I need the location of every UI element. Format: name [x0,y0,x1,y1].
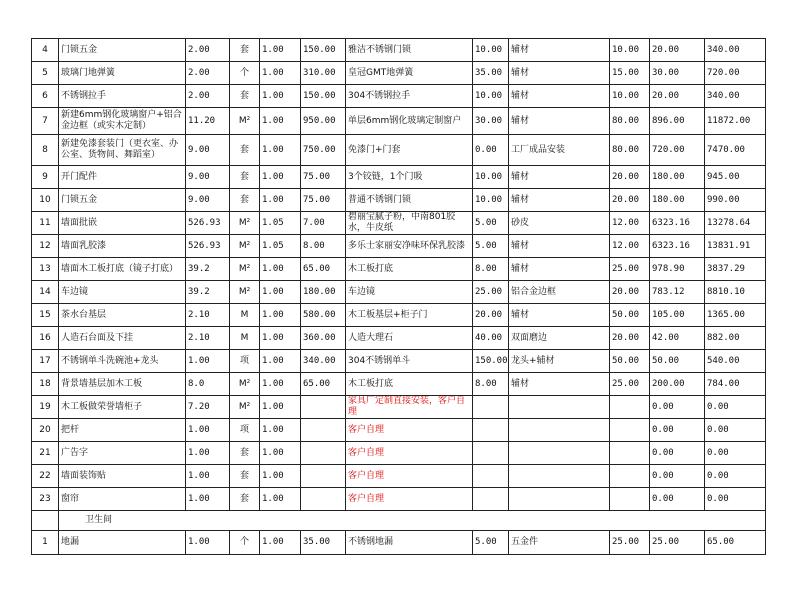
material-desc-cell: 不锈钢地漏 [346,531,473,555]
unit-cell: 套 [230,488,260,511]
quantity-cell: 9.00 [186,135,230,166]
row-number-cell: 10 [32,189,59,212]
material-desc-cell: 雅洁不锈钢门锁 [346,39,473,62]
labor-sum-cell: 180.00 [650,166,705,189]
labor-price-cell: 80.00 [610,135,650,166]
material-type-cell: 铝合金边框 [509,281,610,304]
item-name-cell: 窗帘 [59,488,186,511]
material-type-cell: 辅材 [509,304,610,327]
coefficient-cell: 1.00 [260,281,301,304]
labor-price-cell: 25.00 [610,531,650,555]
material-price-cell: 150.00 [473,350,509,373]
quantity-cell: 1.00 [186,488,230,511]
material-desc-cell: 3个铰链，1个门吸 [346,166,473,189]
item-name-cell: 门锁五金 [59,39,186,62]
material-desc-cell: 普通不锈钢门锁 [346,189,473,212]
coefficient-cell: 1.00 [260,258,301,281]
quantity-cell: 11.20 [186,108,230,135]
coefficient-cell: 1.00 [260,373,301,396]
table-row [32,327,766,350]
row-number-cell: 22 [32,465,59,488]
coefficient-cell: 1.00 [260,39,301,62]
material-price-cell: 30.00 [473,108,509,135]
table-row [32,304,766,327]
unit-price-cell: 750.00 [301,135,346,166]
labor-price-cell [610,488,650,511]
quantity-cell: 2.00 [186,39,230,62]
row-total-cell: 0.00 [705,465,766,488]
row-total-cell: 784.00 [705,373,766,396]
unit-price-cell [301,488,346,511]
section-row [32,511,766,531]
material-type-cell: 辅材 [509,166,610,189]
row-total-cell: 13278.64 [705,212,766,235]
labor-sum-cell: 30.00 [650,62,705,85]
material-desc-cell: 客户自理 [346,465,473,488]
item-name-cell: 不锈钢单斗洗碗池+龙头 [59,350,186,373]
item-name-cell: 木工板做荣誉墙柜子 [59,396,186,419]
row-total-cell: 8810.10 [705,281,766,304]
item-name-cell: 玻璃门地弹簧 [59,62,186,85]
unit-cell: M² [230,235,260,258]
row-number-cell: 4 [32,39,59,62]
unit-cell: 套 [230,39,260,62]
table-row [32,39,766,62]
item-name-cell: 新建6mm钢化玻璃窗户+铝合金边框（或实木定制） [59,108,186,135]
table-row [32,465,766,488]
material-price-cell: 20.00 [473,304,509,327]
material-price-cell: 10.00 [473,85,509,108]
material-desc-cell: 304不锈钢单斗 [346,350,473,373]
section-empty-cell [32,511,59,531]
row-total-cell: 720.00 [705,62,766,85]
material-desc-cell: 客户自理 [346,419,473,442]
coefficient-cell: 1.00 [260,442,301,465]
labor-sum-cell: 200.00 [650,373,705,396]
item-name-cell: 墙面木工板打底（镜子打底） [59,258,186,281]
row-total-cell: 65.00 [705,531,766,555]
row-total-cell: 990.00 [705,189,766,212]
unit-cell: 项 [230,419,260,442]
coefficient-cell: 1.05 [260,235,301,258]
coefficient-cell: 1.00 [260,108,301,135]
material-type-cell: 辅材 [509,189,610,212]
material-price-cell: 8.00 [473,258,509,281]
table-row [32,108,766,135]
item-name-cell: 墙面装饰贴 [59,465,186,488]
material-price-cell [473,396,509,419]
quantity-cell: 9.00 [186,166,230,189]
material-price-cell: 0.00 [473,135,509,166]
material-price-cell [473,488,509,511]
quantity-cell: 39.2 [186,258,230,281]
coefficient-cell: 1.00 [260,189,301,212]
material-desc-cell: 客户自理 [346,442,473,465]
item-name-cell: 墙面批嵌 [59,212,186,235]
labor-price-cell: 12.00 [610,235,650,258]
coefficient-cell: 1.00 [260,488,301,511]
unit-cell: 套 [230,189,260,212]
labor-price-cell: 20.00 [610,327,650,350]
table-row [32,212,766,235]
labor-sum-cell: 180.00 [650,189,705,212]
quantity-cell: 2.10 [186,304,230,327]
row-total-cell: 0.00 [705,488,766,511]
table-row [32,488,766,511]
unit-price-cell: 180.00 [301,281,346,304]
quantity-cell: 526.93 [186,235,230,258]
row-total-cell: 0.00 [705,396,766,419]
table-row [32,85,766,108]
unit-price-cell: 7.00 [301,212,346,235]
item-name-cell: 不锈钢拉手 [59,85,186,108]
labor-sum-cell: 42.00 [650,327,705,350]
item-name-cell: 地漏 [59,531,186,555]
quantity-cell: 2.00 [186,62,230,85]
unit-price-cell: 35.00 [301,531,346,555]
quantity-cell: 1.00 [186,465,230,488]
quotation-sheet [31,38,766,555]
quotation-table [31,38,766,555]
labor-sum-cell: 0.00 [650,396,705,419]
row-total-cell: 882.00 [705,327,766,350]
labor-sum-cell: 20.00 [650,39,705,62]
table-row [32,166,766,189]
material-price-cell: 10.00 [473,166,509,189]
table-row [32,135,766,166]
row-number-cell: 23 [32,488,59,511]
row-total-cell: 0.00 [705,419,766,442]
material-desc-cell: 客户自理 [346,488,473,511]
material-type-cell: 辅材 [509,62,610,85]
quantity-cell: 2.10 [186,327,230,350]
row-number-cell: 15 [32,304,59,327]
material-price-cell [473,442,509,465]
material-price-cell [473,419,509,442]
material-desc-cell: 家具厂定制直接安装，客户自理 [346,396,473,419]
item-name-cell: 开门配件 [59,166,186,189]
coefficient-cell: 1.00 [260,327,301,350]
row-total-cell: 0.00 [705,442,766,465]
labor-price-cell: 20.00 [610,166,650,189]
unit-cell: 套 [230,135,260,166]
unit-cell: 套 [230,442,260,465]
unit-cell: M² [230,281,260,304]
unit-cell: M [230,327,260,350]
labor-sum-cell: 720.00 [650,135,705,166]
table-row [32,442,766,465]
table-row [32,373,766,396]
labor-price-cell: 10.00 [610,85,650,108]
row-number-cell: 18 [32,373,59,396]
row-total-cell: 340.00 [705,39,766,62]
quantity-cell: 1.00 [186,350,230,373]
quantity-cell: 9.00 [186,189,230,212]
row-number-cell: 20 [32,419,59,442]
row-number-cell: 13 [32,258,59,281]
table-row [32,281,766,304]
item-name-cell: 新建免漆套装门（更衣室、办公室、货物间、舞蹈室） [59,135,186,166]
unit-price-cell: 580.00 [301,304,346,327]
row-total-cell: 7470.00 [705,135,766,166]
material-desc-cell: 皇冠GMT地弹簧 [346,62,473,85]
row-number-cell: 12 [32,235,59,258]
material-type-cell: 辅材 [509,373,610,396]
unit-price-cell [301,396,346,419]
material-desc-cell: 木工板基层+柜子门 [346,304,473,327]
labor-price-cell: 15.00 [610,62,650,85]
labor-price-cell: 50.00 [610,350,650,373]
labor-sum-cell: 6323.16 [650,212,705,235]
unit-cell: 套 [230,166,260,189]
item-name-cell: 墙面乳胶漆 [59,235,186,258]
material-type-cell: 工厂成品安装 [509,135,610,166]
material-price-cell: 35.00 [473,62,509,85]
labor-sum-cell: 0.00 [650,465,705,488]
material-type-cell: 双面磨边 [509,327,610,350]
unit-cell: M [230,304,260,327]
row-total-cell: 945.00 [705,166,766,189]
labor-sum-cell: 50.00 [650,350,705,373]
coefficient-cell: 1.05 [260,212,301,235]
row-number-cell: 8 [32,135,59,166]
coefficient-cell: 1.00 [260,62,301,85]
material-desc-cell: 车边镜 [346,281,473,304]
material-desc-cell: 木工板打底 [346,373,473,396]
labor-price-cell: 80.00 [610,108,650,135]
material-price-cell: 25.00 [473,281,509,304]
labor-sum-cell: 896.00 [650,108,705,135]
coefficient-cell: 1.00 [260,304,301,327]
material-desc-cell: 人造大理石 [346,327,473,350]
unit-cell: M² [230,373,260,396]
item-name-cell: 茶水台基层 [59,304,186,327]
material-type-cell: 辅材 [509,258,610,281]
material-price-cell: 5.00 [473,235,509,258]
unit-cell: 套 [230,85,260,108]
row-number-cell: 16 [32,327,59,350]
material-price-cell: 5.00 [473,531,509,555]
row-number-cell: 5 [32,62,59,85]
quantity-cell: 39.2 [186,281,230,304]
unit-price-cell: 75.00 [301,189,346,212]
labor-sum-cell: 0.00 [650,488,705,511]
labor-price-cell: 50.00 [610,304,650,327]
material-price-cell: 40.00 [473,327,509,350]
quantity-cell: 526.93 [186,212,230,235]
unit-cell: 项 [230,350,260,373]
unit-price-cell [301,419,346,442]
row-total-cell: 13831.91 [705,235,766,258]
unit-price-cell: 150.00 [301,39,346,62]
unit-price-cell: 65.00 [301,373,346,396]
coefficient-cell: 1.00 [260,465,301,488]
unit-price-cell: 150.00 [301,85,346,108]
material-price-cell: 8.00 [473,373,509,396]
row-total-cell: 11872.00 [705,108,766,135]
table-row [32,419,766,442]
labor-price-cell: 25.00 [610,258,650,281]
material-desc-cell: 多乐士家丽安净味环保乳胶漆 [346,235,473,258]
coefficient-cell: 1.00 [260,135,301,166]
row-total-cell: 340.00 [705,85,766,108]
material-type-cell: 辅材 [509,39,610,62]
unit-price-cell: 310.00 [301,62,346,85]
material-type-cell [509,442,610,465]
row-total-cell: 540.00 [705,350,766,373]
coefficient-cell: 1.00 [260,419,301,442]
labor-sum-cell: 25.00 [650,531,705,555]
unit-cell: M² [230,212,260,235]
coefficient-cell: 1.00 [260,166,301,189]
quantity-cell: 1.00 [186,419,230,442]
item-name-cell: 人造石台面及下挂 [59,327,186,350]
material-type-cell: 五金件 [509,531,610,555]
material-type-cell [509,419,610,442]
labor-price-cell: 12.00 [610,212,650,235]
unit-cell: M² [230,108,260,135]
table-row [32,235,766,258]
quantity-cell: 1.00 [186,531,230,555]
labor-price-cell: 20.00 [610,281,650,304]
material-type-cell: 辅材 [509,108,610,135]
table-row [32,350,766,373]
labor-sum-cell: 0.00 [650,442,705,465]
unit-cell: 套 [230,465,260,488]
unit-cell: M² [230,258,260,281]
unit-price-cell: 65.00 [301,258,346,281]
labor-price-cell [610,396,650,419]
labor-sum-cell: 978.90 [650,258,705,281]
unit-cell: 个 [230,62,260,85]
row-number-cell: 6 [32,85,59,108]
labor-sum-cell: 783.12 [650,281,705,304]
item-name-cell: 背景墙基层加木工板 [59,373,186,396]
unit-price-cell: 75.00 [301,166,346,189]
table-row [32,258,766,281]
section-title: 卫生间 [59,511,766,531]
item-name-cell: 门锁五金 [59,189,186,212]
row-total-cell: 1365.00 [705,304,766,327]
material-type-cell [509,465,610,488]
row-number-cell: 9 [32,166,59,189]
row-number-cell: 17 [32,350,59,373]
material-type-cell: 龙头+辅材 [509,350,610,373]
row-number-cell: 1 [32,531,59,555]
quantity-cell: 7.20 [186,396,230,419]
labor-sum-cell: 105.00 [650,304,705,327]
item-name-cell: 广告字 [59,442,186,465]
coefficient-cell: 1.00 [260,531,301,555]
labor-price-cell [610,442,650,465]
material-price-cell: 5.00 [473,212,509,235]
item-name-cell: 把杆 [59,419,186,442]
material-desc-cell: 碧丽宝腻子粉，中南801胶水，牛皮纸 [346,212,473,235]
row-number-cell: 11 [32,212,59,235]
labor-sum-cell: 20.00 [650,85,705,108]
material-type-cell: 辅材 [509,85,610,108]
unit-price-cell [301,465,346,488]
unit-cell: 个 [230,531,260,555]
row-number-cell: 14 [32,281,59,304]
labor-sum-cell: 6323.16 [650,235,705,258]
material-price-cell: 10.00 [473,39,509,62]
labor-price-cell [610,465,650,488]
material-desc-cell: 免漆门+门套 [346,135,473,166]
unit-price-cell: 8.00 [301,235,346,258]
unit-price-cell: 950.00 [301,108,346,135]
unit-price-cell [301,442,346,465]
row-number-cell: 19 [32,396,59,419]
labor-price-cell: 25.00 [610,373,650,396]
material-type-cell [509,396,610,419]
row-number-cell: 7 [32,108,59,135]
labor-price-cell [610,419,650,442]
coefficient-cell: 1.00 [260,85,301,108]
material-price-cell [473,465,509,488]
material-desc-cell: 304不锈钢拉手 [346,85,473,108]
table-row [32,62,766,85]
material-desc-cell: 单层6mm钢化玻璃定制窗户 [346,108,473,135]
material-type-cell: 砂皮 [509,212,610,235]
quantity-cell: 8.0 [186,373,230,396]
row-number-cell: 21 [32,442,59,465]
material-price-cell: 10.00 [473,189,509,212]
coefficient-cell: 1.00 [260,350,301,373]
row-total-cell: 3837.29 [705,258,766,281]
table-row [32,531,766,555]
material-type-cell: 辅材 [509,235,610,258]
unit-price-cell: 360.00 [301,327,346,350]
material-type-cell [509,488,610,511]
labor-price-cell: 20.00 [610,189,650,212]
labor-sum-cell: 0.00 [650,419,705,442]
table-row [32,189,766,212]
table-body [32,39,766,555]
unit-cell: M² [230,396,260,419]
table-row [32,396,766,419]
unit-price-cell: 340.00 [301,350,346,373]
labor-price-cell: 10.00 [610,39,650,62]
quantity-cell: 2.00 [186,85,230,108]
quantity-cell: 1.00 [186,442,230,465]
material-desc-cell: 木工板打底 [346,258,473,281]
item-name-cell: 车边镜 [59,281,186,304]
coefficient-cell: 1.00 [260,396,301,419]
